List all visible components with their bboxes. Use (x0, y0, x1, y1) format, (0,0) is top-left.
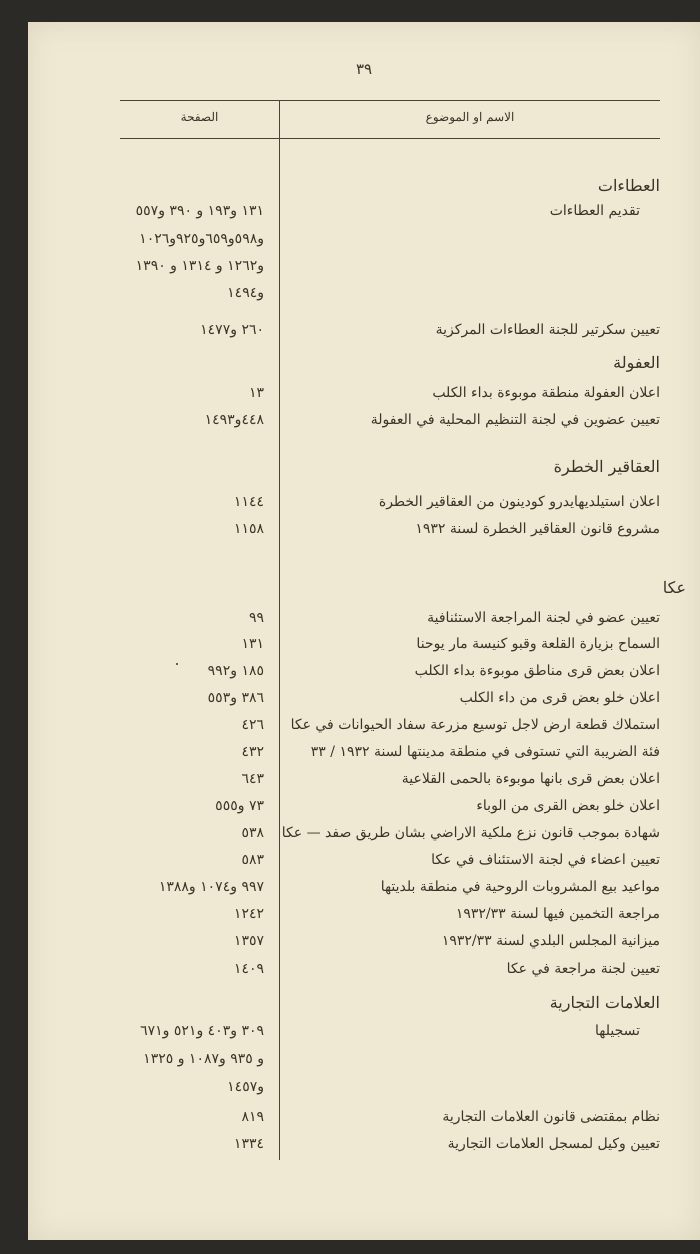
page-references: ١٣ (248, 385, 264, 401)
index-entry (28, 766, 700, 792)
index-entry (28, 317, 700, 343)
page-references: و١٤٩٤ (227, 285, 264, 301)
page-references: ٥٣٨ (241, 825, 264, 841)
heading-text: العطاءات (597, 176, 660, 195)
subject-text: اعلان بعض قرى بانها موبوءة بالحمى القلاعية (401, 771, 660, 787)
column-header-subject: الاسم او الموضوع (425, 110, 515, 124)
index-entry (28, 489, 700, 515)
index-entry (28, 605, 700, 631)
heading-text: عكا (662, 578, 686, 597)
index-entry (28, 631, 700, 657)
page-references: ٦٤٣ (241, 771, 264, 787)
index-page (28, 22, 700, 1240)
page-references: ١١٤٤ (233, 494, 264, 510)
page-references: و٥٩٨و٦٥٩و٩٢٥و١٠٢٦ (139, 231, 264, 247)
subject-text: تعيين لجنة مراجعة في عكا (506, 961, 660, 977)
page-references: و ٩٣٥ و١٠٨٧ و ١٣٢٥ (143, 1051, 264, 1067)
index-entry (28, 658, 700, 684)
subject-text: تعيين عضوين في لجنة التنظيم المحلية في العفولة (370, 412, 660, 428)
page-references: ٣٠٩ و٤٠٣ و٥٢١ و٦٧١ (140, 1023, 264, 1039)
page-references: ٩٩٧ و١٠٧٤ و١٣٨٨ (158, 879, 264, 895)
page-references: و١٤٥٧ (227, 1079, 264, 1095)
subject-text: شهادة بموجب قانون نزع ملكية الاراضي بشان طريق صفد — عكا (281, 825, 660, 841)
page-references: ١٣٣٤ (233, 1136, 264, 1152)
page-references: ١٨٥ و٩٩٢ (207, 663, 264, 679)
index-heading (28, 990, 700, 1016)
page-references: ٢٦٠ و١٤٧٧ (200, 322, 264, 338)
index-continuation (28, 253, 700, 279)
index-entry (28, 928, 700, 954)
subject-text: مراجعة التخمين فيها لسنة ١٩٣٢/٣٣ (455, 906, 660, 922)
subject-text: اعلان خلو بعض قرى من داء الكلب (459, 690, 660, 706)
index-entry (28, 739, 700, 765)
index-entry (28, 956, 700, 982)
page-references: ٣٨٦ و٥٥٣ (207, 690, 264, 706)
index-entry (28, 847, 700, 873)
subject-text: تعيين وكيل لمسجل العلامات التجارية (447, 1136, 660, 1152)
subject-text: ميزانية المجلس البلدي لسنة ١٩٣٢/٣٣ (441, 933, 660, 949)
page-references: ١١٥٨ (233, 521, 264, 537)
subject-text: اعلان استيلديهايدرو كودينون من العقاقير الخطرة (378, 494, 660, 510)
column-header-page: الصفحة (180, 110, 219, 124)
subject-text: اعلان العفولة منطقة موبوءة بداء الكلب (432, 385, 660, 401)
subject-text: فئة الضريبة التي تستوفى في منطقة مدينتها لسنة ١٩٣٢ / ٣٣ (310, 744, 660, 760)
heading-text: العفولة (613, 353, 660, 372)
header-top-rule (120, 100, 660, 101)
index-entry (28, 1104, 700, 1130)
page-references: ٧٣ و٥٥٥ (215, 798, 264, 814)
index-continuation (28, 226, 700, 252)
page-references: ١٤٠٩ (233, 961, 264, 977)
index-heading (28, 454, 700, 480)
index-continuation (28, 280, 700, 306)
index-heading (28, 575, 700, 601)
index-continuation (28, 1046, 700, 1072)
subject-text: تعيين اعضاء في لجنة الاستئناف في عكا (431, 852, 660, 868)
index-entry (28, 198, 700, 224)
page-references: ١٢٤٢ (233, 906, 264, 922)
header-bottom-rule (120, 138, 660, 139)
subject-text: السماح بزيارة القلعة وقبو كنيسة مار يوحنا (416, 636, 660, 652)
index-continuation (28, 1074, 700, 1100)
subject-text: تعيين عضو في لجنة المراجعة الاستئنافية (427, 610, 660, 626)
subject-text: تعيين سكرتير للجنة العطاءات المركزية (435, 322, 660, 338)
page-references: ٤٤٨و١٤٩٣ (204, 412, 264, 428)
index-entry (28, 1131, 700, 1157)
subject-text: مواعيد بيع المشروبات الروحية في منطقة بلديتها (380, 879, 660, 895)
page-references: ٨١٩ (241, 1109, 264, 1125)
subject-text: مشروع قانون العقاقير الخطرة لسنة ١٩٣٢ (415, 521, 660, 537)
index-entry (28, 407, 700, 433)
subject-text: تقديم العطاءات (549, 203, 640, 219)
page-references: ٤٣٢ (241, 744, 264, 760)
page-references: ١٣١ (241, 636, 264, 652)
index-entry (28, 712, 700, 738)
page-references: و١٢٦٢ و ١٣١٤ و ١٣٩٠ (135, 258, 264, 274)
page-number: ٣٩ (355, 60, 373, 78)
subject-text: اعلان بعض قرى مناطق موبوءة بداء الكلب (414, 663, 660, 679)
index-heading (28, 173, 700, 199)
heading-text: العقاقير الخطرة (553, 457, 660, 476)
index-entry (28, 380, 700, 406)
page-references: ٥٨٣ (241, 852, 264, 868)
index-entry (28, 793, 700, 819)
index-heading (28, 350, 700, 376)
index-entry (28, 874, 700, 900)
index-entry (28, 685, 700, 711)
index-entry (28, 1018, 700, 1044)
subject-text: تسجيلها (594, 1023, 640, 1039)
page-references: ١٣١ و١٩٣ و ٣٩٠ و٥٥٧ (135, 203, 264, 219)
index-entry (28, 901, 700, 927)
heading-text: العلامات التجارية (549, 993, 660, 1012)
index-entry (28, 516, 700, 542)
subject-text: نظام بمقتضى قانون العلامات التجارية (442, 1109, 660, 1125)
subject-text: اعلان خلو بعض القرى من الوباء (476, 798, 660, 814)
index-entry (28, 820, 700, 846)
page-references: ٤٢٦ (241, 717, 264, 733)
subject-text: استملاك قطعة ارض لاجل توسيع مزرعة سفاد الحيوانات في عكا (290, 717, 660, 733)
page-references: ١٣٥٧ (233, 933, 264, 949)
page-references: ٩٩ (248, 610, 264, 626)
